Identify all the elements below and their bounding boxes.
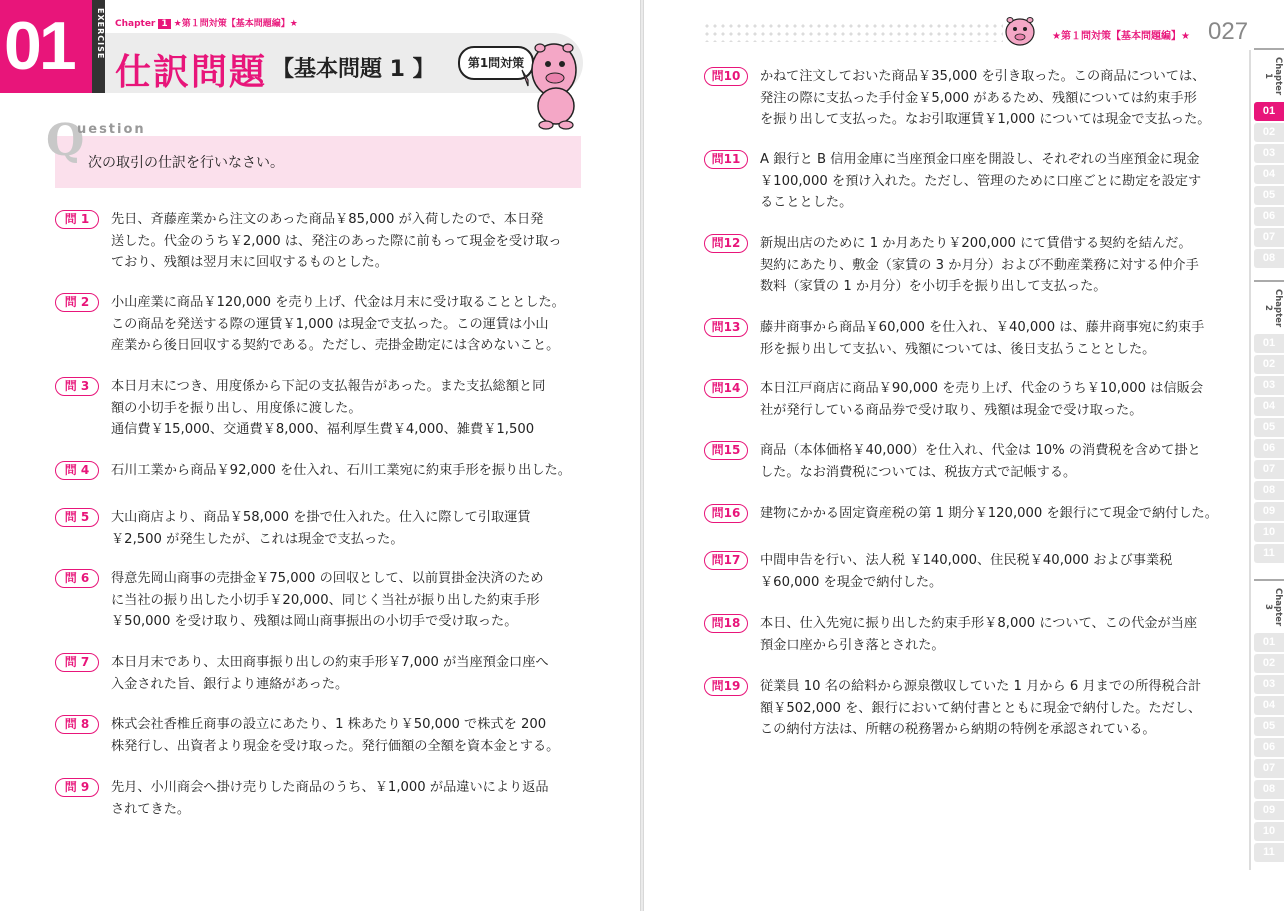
question-instruction: 次の取引の仕訳を行いなさい。 xyxy=(88,155,284,171)
chapter-number: 01 xyxy=(4,8,74,84)
side-tab-ch1-01[interactable]: 01 xyxy=(1254,102,1284,121)
side-tab-ch2-10[interactable]: 10 xyxy=(1254,523,1284,542)
side-tab-ch3-01[interactable]: 01 xyxy=(1254,633,1284,652)
question-letter: Q xyxy=(46,115,85,166)
problem-text: 藤井商事から商品￥60,000 を仕入れ、￥40,000 は、藤井商事宛に約束手 形を振り出して支払い、残額については、後日支払うこととした。 xyxy=(760,320,1205,357)
problem-badge: 問12 xyxy=(704,234,748,253)
problem-text: 本日江戸商店に商品￥90,000 を売り上げ、代金のうち￥10,000 は信販会 社が発行している商品券で受け取り、残額は現金で受け取った。 xyxy=(760,381,1204,418)
problem-text: 小山産業に商品￥120,000 を売り上げ、代金は月末に受け取ることとした。 この商品を発送する際の運賃￥1,000 は現金で支払った。この運賃は小山 産業から後日回収する契約である。ただし、売掛金勘定には含めないこと。 xyxy=(111,295,565,353)
decorative-dots xyxy=(703,22,1003,42)
problem-text: 商品（本体価格￥40,000）を仕入れ、代金は 10% の消費税を含めて掛と した。なお消費税については、税抜方式で記帳する。 xyxy=(760,443,1201,480)
side-tab-ch1-06[interactable]: 06 xyxy=(1254,207,1284,226)
side-tab-ch2-01[interactable]: 01 xyxy=(1254,334,1284,353)
side-tab-ch2-07[interactable]: 07 xyxy=(1254,460,1284,479)
exercise-label: EXERCISE xyxy=(96,8,105,60)
side-tab-ch1-05[interactable]: 05 xyxy=(1254,186,1284,205)
breadcrumb-chapter: Chapter xyxy=(115,19,156,29)
problem-badge: 問 3 xyxy=(55,377,99,396)
page-subtitle: 【基本問題 1 】 xyxy=(272,57,435,82)
problem-text: 大山商店より、商品￥58,000 を掛で仕入れた。仕入に際して引取運賃 ￥2,500 が発生したが、これは現金で支払った。 xyxy=(111,510,531,547)
side-index-rule xyxy=(1249,50,1251,870)
side-tab-ch3-04[interactable]: 04 xyxy=(1254,696,1284,715)
problem-badge: 問 5 xyxy=(55,508,99,527)
side-tab-ch3-09[interactable]: 09 xyxy=(1254,801,1284,820)
side-tab-ch3-03[interactable]: 03 xyxy=(1254,675,1284,694)
side-tab-ch1-04[interactable]: 04 xyxy=(1254,165,1284,184)
chapter-number-block xyxy=(0,0,92,93)
problem-text: かねて注文しておいた商品￥35,000 を引き取った。この商品については、 発注の際に支払った手付金￥5,000 があるため、残額については約束手形 を振り出して支払った。なお引取運賃￥1,000 については現金で支払った。 xyxy=(760,69,1211,127)
chapter-divider xyxy=(1254,280,1284,282)
side-tab-ch2-06[interactable]: 06 xyxy=(1254,439,1284,458)
side-tab-ch3-05[interactable]: 05 xyxy=(1254,717,1284,736)
problem-text: 得意先岡山商事の売掛金￥75,000 の回収として、以前買掛金決済のため に当社の振り出した小切手￥20,000、同じく当社が振り出した約束手形 ￥50,000 を受け取り、残額は岡山商事振出の小切手で受け取った。 xyxy=(111,571,544,629)
problem-badge: 問 1 xyxy=(55,210,99,229)
problem-text: 従業員 10 名の給料から源泉徴収していた 1 月から 6 月までの所得税合計 額￥502,000 を、銀行において納付書とともに現金で納付した。ただし、 この納付方法は、所轄の税務署から納期の特例を承認されている。 xyxy=(760,679,1202,737)
problem-badge: 問14 xyxy=(704,379,748,398)
problem-badge: 問19 xyxy=(704,677,748,696)
page-title: 仕訳問題 xyxy=(115,52,268,93)
page-number: 027 xyxy=(1208,18,1249,45)
side-tab-ch2-03[interactable]: 03 xyxy=(1254,376,1284,395)
running-header: ★第１問対策【基本問題編】★ xyxy=(1052,31,1190,42)
problem-badge: 問 7 xyxy=(55,653,99,672)
problem-text: 先日、斉藤産業から注文のあった商品￥85,000 が入荷したので、本日発 送した。代金のうち￥2,000 は、発注のあった際に前もって現金を受け取っ ており、残額は翌月末に回収するものとした。 xyxy=(111,212,562,270)
side-tab-ch2-08[interactable]: 08 xyxy=(1254,481,1284,500)
problem-badge: 問16 xyxy=(704,504,748,523)
capybara-head-icon xyxy=(1002,12,1038,48)
problem-text: 建物にかかる固定資産税の第 1 期分￥120,000 を銀行にて現金で納付した。 xyxy=(760,506,1218,521)
problem-badge: 問13 xyxy=(704,318,748,337)
side-tab-ch3-11[interactable]: 11 xyxy=(1254,843,1284,862)
problem-text: 中間申告を行い、法人税 ￥140,000、住民税￥40,000 および事業税 ￥60,000 を現金で納付した。 xyxy=(760,553,1173,590)
problem-badge: 問10 xyxy=(704,67,748,86)
side-tab-ch1-02[interactable]: 02 xyxy=(1254,123,1284,142)
problem-badge: 問 8 xyxy=(55,715,99,734)
chapter-3-label: Chapter 3 xyxy=(1263,587,1283,627)
problem-badge: 問 9 xyxy=(55,778,99,797)
problem-text: 本日月末であり、太田商事振り出しの約束手形￥7,000 が当座預金口座へ 入金された旨、銀行より連絡があった。 xyxy=(111,655,549,692)
capybara-mascot-icon xyxy=(518,40,582,130)
problem-badge: 問17 xyxy=(704,551,748,570)
chapter-divider xyxy=(1254,579,1284,581)
problem-text: 先月、小川商会へ掛け売りした商品のうち、￥1,000 が品違いにより返品 されてきた。 xyxy=(111,780,549,817)
problem-badge: 問15 xyxy=(704,441,748,460)
side-tab-ch2-02[interactable]: 02 xyxy=(1254,355,1284,374)
side-tab-ch1-08[interactable]: 08 xyxy=(1254,249,1284,268)
side-tab-ch3-08[interactable]: 08 xyxy=(1254,780,1284,799)
side-tab-ch2-05[interactable]: 05 xyxy=(1254,418,1284,437)
side-tab-ch2-04[interactable]: 04 xyxy=(1254,397,1284,416)
side-tab-ch3-02[interactable]: 02 xyxy=(1254,654,1284,673)
breadcrumb xyxy=(115,16,298,29)
chapter-2-label: Chapter 2 xyxy=(1263,288,1283,328)
question-word: uestion xyxy=(77,122,146,137)
breadcrumb-chapter-num: 1 xyxy=(158,19,170,29)
problem-badge: 問 2 xyxy=(55,293,99,312)
side-tab-ch2-09[interactable]: 09 xyxy=(1254,502,1284,521)
problem-text: 新規出店のために 1 か月あたり￥200,000 にて賃借する契約を結んだ。 契約にあたり、敷金（家賃の 3 か月分）および不動産業務に対する仲介手 数料（家賃の 1 か月分）を小切手を振り出して支払った。 xyxy=(760,236,1199,294)
book-gutter xyxy=(640,0,644,911)
chapter-divider xyxy=(1254,48,1284,50)
chapter-1-label: Chapter 1 xyxy=(1263,56,1283,96)
problem-text: A 銀行と B 信用金庫に当座預金口座を開設し、それぞれの当座預金に現金 ￥100,000 を預け入れた。ただし、管理のために口座ごとに勘定を設定す ることとした。 xyxy=(760,152,1202,210)
problem-badge: 問 6 xyxy=(55,569,99,588)
problem-badge: 問18 xyxy=(704,614,748,633)
problem-text: 石川工業から商品￥92,000 を仕入れ、石川工業宛に約束手形を振り出した。 xyxy=(111,463,571,478)
side-tab-ch3-07[interactable]: 07 xyxy=(1254,759,1284,778)
side-tab-ch3-06[interactable]: 06 xyxy=(1254,738,1284,757)
problem-badge: 問 4 xyxy=(55,461,99,480)
problem-text: 本日月末につき、用度係から下記の支払報告があった。また支払総額と同 額の小切手を振り出し、用度係に渡した。 通信費￥15,000、交通費￥8,000、福利厚生費￥4,000、雑費￥1,500 xyxy=(111,379,546,437)
side-tab-ch3-10[interactable]: 10 xyxy=(1254,822,1284,841)
problem-badge: 問11 xyxy=(704,150,748,169)
side-tab-ch1-03[interactable]: 03 xyxy=(1254,144,1284,163)
speech-bubble: 第1問対策 xyxy=(458,46,534,80)
breadcrumb-text: ★第１問対策【基本問題編】★ xyxy=(173,19,298,29)
side-tab-ch1-07[interactable]: 07 xyxy=(1254,228,1284,247)
problem-text: 本日、仕入先宛に振り出した約束手形￥8,000 について、この代金が当座 預金口座から引き落とされた。 xyxy=(760,616,1198,653)
problem-text: 株式会社香椎丘商事の設立にあたり、1 株あたり￥50,000 で株式を 200 株発行し、出資者より現金を受け取った。発行価額の全額を資本金とする。 xyxy=(111,717,560,754)
side-tab-ch2-11[interactable]: 11 xyxy=(1254,544,1284,563)
